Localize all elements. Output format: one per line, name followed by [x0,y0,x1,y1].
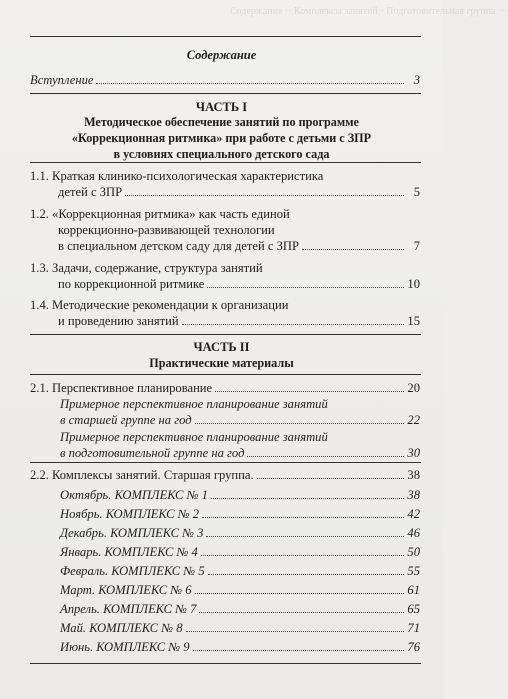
toc-entry-1-3[interactable]: 1.3. Задачи, содержание, структура занятий по коррекционной ритмике 10 [30,261,420,291]
toc-entry-month[interactable]: Апрель. КОМПЛЕКС № 7 65 [60,602,420,616]
part2-subtitle: Практические материалы [149,356,294,370]
toc-entry-1-2[interactable]: 1.2. «Коррекционная ритмика» как часть единой коррекционно-развивающей технологии в специальном детском саду для детей с ЗПР 7 [30,207,420,253]
toc-entry-month[interactable]: Май. КОМПЛЕКС № 8 71 [60,621,420,635]
toc-entry-month[interactable]: Март. КОМПЛЕКС № 6 61 [60,583,420,597]
part1-subtitle: Методическое обеспечение занятий по программе «Коррекционная ритмика» при работе с детьми с ЗПР в условиях специального детского сада [71,115,372,161]
bottom-rule [30,663,421,664]
toc-entry-2-1[interactable]: 2.1. Перспективное планирование 20 [30,381,420,395]
divider [30,93,421,94]
divider [30,162,421,163]
toc-entry-month[interactable]: Январь. КОМПЛЕКС № 4 50 [60,545,420,559]
divider [30,374,421,375]
divider [30,334,421,335]
toc-entry-1-4[interactable]: 1.4. Методические рекомендации к организации и проведению занятий 15 [30,298,420,328]
toc-entry-intro[interactable]: Вступление 3 [30,73,420,87]
toc-entry-month[interactable]: Ноябрь. КОМПЛЕКС № 2 42 [60,507,420,521]
toc-entry-month[interactable]: Октябрь. КОМПЛЕКС № 1 38 [60,488,420,502]
toc-entry-month[interactable]: Февраль. КОМПЛЕКС № 5 55 [60,564,420,578]
part1-title: ЧАСТЬ I [195,100,248,114]
divider [30,462,421,463]
toc-entry-plan-senior[interactable]: Примерное перспективное планирование занятий в старшей группе на год 22 [60,397,420,427]
toc-title: Содержание [186,48,257,62]
toc-entry-plan-prep[interactable]: Примерное перспективное планирование занятий в подготовительной группе на год 30 [60,430,420,460]
toc-entry-month[interactable]: Июнь. КОМПЛЕКС № 9 76 [60,640,420,654]
toc-entry-1-1[interactable]: 1.1. Краткая клинико-психологическая характеристика детей с ЗПР 5 [30,169,420,199]
toc-entry-2-2[interactable]: 2.2. Комплексы занятий. Старшая группа. 38 [30,468,420,482]
bleed-through-text: Содержание ·· Комплексы занятий · Подготовительная группа ··· [230,6,508,17]
top-rule [30,36,421,37]
part2-title: ЧАСТЬ II [193,340,250,354]
toc-entry-month[interactable]: Декабрь. КОМПЛЕКС № 3 46 [60,526,420,540]
